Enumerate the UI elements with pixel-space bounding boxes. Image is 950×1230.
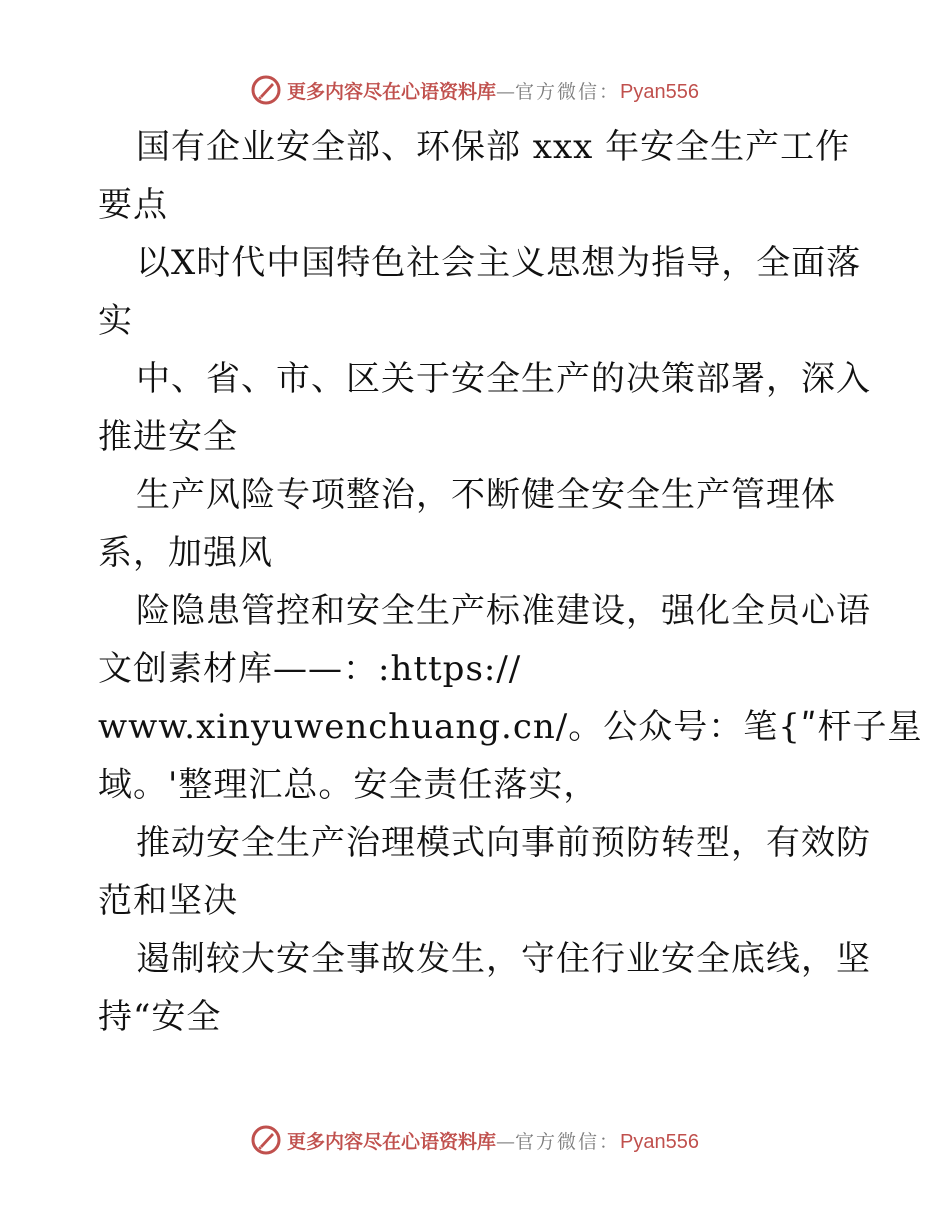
footer-banner-content xyxy=(251,1125,699,1155)
text-line: 险隐患管控和安全生产标准建设，强化全员心语 xyxy=(136,591,871,631)
banner-separator: — xyxy=(496,1130,516,1153)
document-body xyxy=(98,118,923,1046)
banner-wechat-label: 官方微信： xyxy=(515,80,621,103)
text-line: 要点 xyxy=(98,185,168,225)
text-line: 持“安全 xyxy=(98,997,222,1037)
header-banner xyxy=(0,70,950,110)
text-line: 遏制较大安全事故发生，守住行业安全底线，坚 xyxy=(136,939,871,979)
quill-logo-icon xyxy=(251,1125,281,1155)
text-line: 范和坚决 xyxy=(98,881,238,921)
banner-title: 更多内容尽在心语资料库 xyxy=(287,80,497,103)
text-line: 系，加强风 xyxy=(98,533,273,573)
text-line: 中、省、市、区关于安全生产的决策部署，深入 xyxy=(136,359,871,399)
text-line: 域。'整理汇总。安全责任落实， xyxy=(98,765,599,805)
text-line: 推动安全生产治理模式向事前预防转型，有效防 xyxy=(136,823,871,863)
header-banner-content xyxy=(251,75,699,105)
banner-wechat-label: 官方微信： xyxy=(515,1130,621,1153)
footer-banner xyxy=(0,1120,950,1160)
banner-wechat-id: Pyan556 xyxy=(620,80,699,103)
text-line: 文创素材库——：:https:// xyxy=(98,649,522,689)
banner-wechat-id: Pyan556 xyxy=(620,1130,699,1153)
text-line: www.xinyuwenchuang.cn/。公众号：笔{ʺ杆子星 xyxy=(98,707,923,747)
text-line: 以X时代中国特色社会主义思想为指导，全面落 xyxy=(136,243,862,283)
text-line: 实 xyxy=(98,301,133,341)
text-line: 国有企业安全部、环保部 xxx 年安全生产工作 xyxy=(136,127,851,167)
banner-title: 更多内容尽在心语资料库 xyxy=(287,1130,497,1153)
text-line: 推进安全 xyxy=(98,417,238,457)
text-line: 生产风险专项整治，不断健全安全生产管理体 xyxy=(136,475,836,515)
quill-logo-icon xyxy=(251,75,281,105)
banner-separator: — xyxy=(496,80,516,103)
